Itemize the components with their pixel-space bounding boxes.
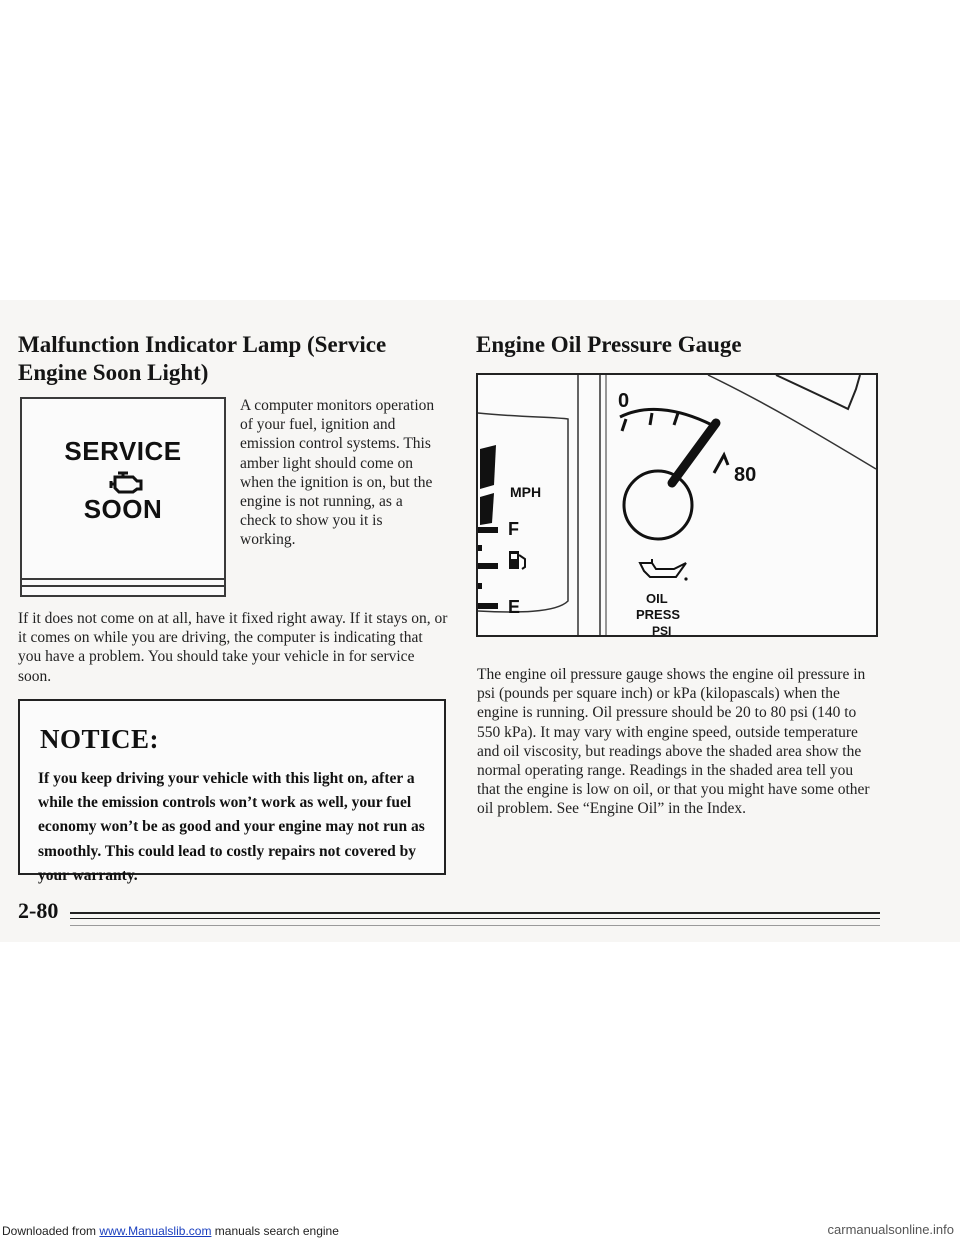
footer-suffix: manuals search engine bbox=[214, 1224, 339, 1238]
gauge-min-label: 0 bbox=[618, 390, 630, 412]
oil-label-line3: PSI bbox=[652, 624, 672, 637]
manualslib-link[interactable]: www.Manualslib.com bbox=[99, 1224, 212, 1238]
watermark: carmanualsonline.info bbox=[827, 1222, 954, 1237]
notice-body: If you keep driving your vehicle with this light on, after a while the emission controls won’t work as well, your fuel economy won’t be as good and your engine may not run as smoothly. This could lead to costly repairs not covered by your warranty. bbox=[38, 770, 425, 884]
gauge-description: The engine oil pressure gauge shows the engine oil pressure in psi (pounds per square inch) or kPa (kilopascals) when the engine is running. Oil pressure should be 20 to 80 psi (140 to 550 kPa). It may vary with engine speed, outside temperature and oil viscosity, but readings above the shaded area show the normal operating range. Readings in the shaded area tell you that the engine is low on oil, or that you might have some other oil problem. See “Engine Oil” in the Index. bbox=[477, 666, 870, 818]
oil-pressure-gauge-figure bbox=[476, 373, 878, 637]
fuel-full-label: F bbox=[508, 519, 519, 539]
download-footer bbox=[2, 1224, 339, 1238]
section-heading-oil-gauge: Engine Oil Pressure Gauge bbox=[476, 332, 742, 357]
oil-label-line1: OIL bbox=[646, 591, 668, 606]
footer-rule bbox=[70, 912, 880, 919]
gauge-max-label: 80 bbox=[734, 464, 757, 486]
notice-box bbox=[18, 699, 446, 884]
lamp-base-bar bbox=[22, 578, 224, 587]
notice-title: NOTICE: bbox=[40, 724, 160, 754]
fuel-empty-label: E bbox=[508, 597, 521, 617]
gauge-needle-hub bbox=[624, 471, 692, 539]
service-engine-soon-lamp-figure bbox=[20, 397, 226, 597]
lamp-description: A computer monitors operation of your fuel, ignition and emission control systems. This amber light should come on when the ignition is on, but the engine is not running, as a check to show you it is working. bbox=[240, 397, 435, 549]
engine-icon bbox=[108, 469, 144, 495]
section-heading-malfunction-lamp: Malfunction Indicator Lamp (Service Engine Soon Light) bbox=[18, 332, 387, 385]
footer-rule-thin bbox=[70, 925, 880, 926]
lamp-fix-instructions: If it does not come on at all, have it fixed right away. If it stays on, or it comes on while you are driving, the computer is indicating that you have a problem. You should take your vehicle in for service soon. bbox=[18, 610, 448, 685]
oil-label-line2: PRESS bbox=[636, 607, 681, 622]
lamp-label-soon: SOON bbox=[83, 494, 163, 524]
lamp-label-service: SERVICE bbox=[64, 436, 182, 466]
page-number: 2-80 bbox=[18, 898, 59, 923]
footer-prefix: Downloaded from bbox=[2, 1224, 97, 1238]
speedometer-unit-label: MPH bbox=[510, 484, 542, 500]
